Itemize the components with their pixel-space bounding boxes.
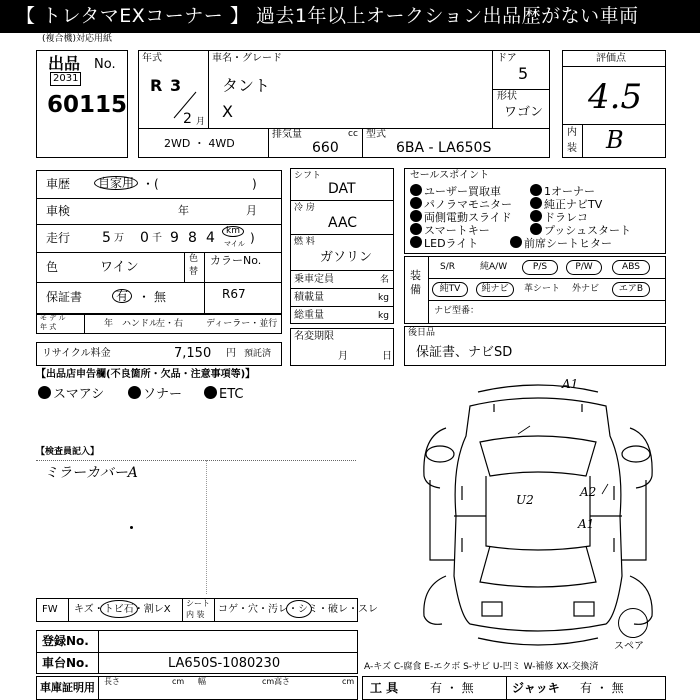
warranty-yes: 有 [112, 289, 132, 303]
inspector-title: 【検査員記入】 [36, 447, 100, 457]
form-type-note: (複合機)対応用紙 [42, 34, 113, 44]
displacement-label: 排気量 [272, 129, 302, 140]
sales-point-item: パノラマモニター [410, 197, 512, 210]
shape-label: 形状 [497, 91, 517, 102]
interior-label-2: 装 [567, 143, 577, 154]
fuel-value: ガソリン [320, 250, 373, 265]
doors-value: 5 [518, 64, 529, 83]
damage-legend: A-キズ C-腐食 E-エクボ S-サビ U-凹ミ W-補修 XX-交換済 [364, 662, 599, 672]
color-no-label: カラーNo. [210, 254, 262, 267]
load-label: 積載量 [294, 292, 324, 303]
name-change-label: 名変期限 [294, 331, 334, 342]
mileage-km: km [222, 226, 244, 237]
sales-point-item: ドラレコ [530, 210, 588, 223]
mileage-man: 5 [102, 230, 111, 246]
inspector-note: ミラーカバーA [44, 465, 138, 481]
history-label: 車歴 [46, 177, 71, 191]
recycle-label: リサイクル料金 [42, 348, 111, 359]
equipment-item-selected: P/S [522, 260, 558, 275]
handle-value: 左・右 [156, 319, 184, 329]
color-no-value: R67 [222, 287, 246, 301]
mileage-digit: 8 [188, 230, 197, 246]
jack-value: 有 ・ 無 [580, 681, 624, 695]
sales-points-title: セールスポイント [410, 170, 490, 181]
seat-label-1: シート [186, 599, 210, 608]
recycle-amount: 7,150 [174, 346, 212, 361]
damage-mark: A1 [562, 377, 579, 391]
history-suffix: ・( [142, 177, 159, 191]
interior-score: B [606, 126, 624, 154]
lot-number: 60115 [47, 92, 128, 118]
mileage-digit: 9 [170, 230, 179, 246]
dealer-label: ディーラー・並行 [206, 319, 278, 329]
jack-label: ジャッキ [512, 681, 560, 695]
fw-text: キズ・トビ石・割レX [74, 604, 171, 615]
lot-small-code: 2031 [50, 72, 81, 86]
equipment-label-2: 備 [410, 283, 421, 296]
load-unit: kg [378, 293, 389, 303]
sales-point-item: 前席シートヒター [510, 236, 612, 249]
seat-label-2: 内 装 [186, 610, 205, 619]
interior-label-1: 内 [567, 127, 577, 138]
cc-unit: cc [348, 129, 358, 139]
equipment-item: S/R [440, 262, 455, 272]
later-items-label: 後日品 [408, 328, 436, 338]
model-year-label-1: モ デ ル [40, 314, 66, 322]
equipment-item: 純A/W [480, 262, 508, 272]
displacement-value: 660 [312, 140, 339, 156]
shape-value: ワゴン [504, 105, 544, 120]
equipment-item-selected: P/W [566, 260, 602, 275]
cert-width-label: 幅 [198, 677, 206, 686]
color-label: 色 [46, 260, 59, 274]
recycle-note: 預託済 [244, 349, 272, 359]
cert-length-label: 長さ [104, 677, 120, 686]
registration-label: 登録No. [42, 634, 89, 648]
car-grade: X [222, 102, 233, 121]
declaration-item: ソナー [128, 386, 182, 401]
warranty-label: 保証書 [46, 290, 83, 304]
sales-point-item: スマートキー [410, 223, 490, 236]
mileage-digit: 4 [206, 230, 215, 246]
mileage-digit: 0 [140, 230, 149, 246]
lot-label: 出品 [48, 54, 81, 73]
ac-label: 冷 房 [294, 203, 315, 213]
model-year-label-2: 年 式 [40, 323, 57, 331]
equipment-item-selected: ABS [612, 260, 650, 275]
declaration-title: 【出品店申告欄(不良箇所・欠品・注意事項等)】 [36, 369, 256, 380]
fw-label: FW [42, 604, 58, 615]
sales-point-item: プッシュスタート [530, 223, 631, 236]
repaint-label-1: 色 [189, 254, 199, 264]
sales-point-item: 両側電動スライド [410, 210, 512, 223]
fuel-label: 燃 料 [294, 237, 315, 247]
mileage-man-unit: 万 [114, 233, 124, 244]
equipment-item: 外ナビ [572, 284, 600, 294]
seat-text: コゲ・穴・汚レ・シミ・破レ・スレ [218, 604, 378, 615]
sales-point-item: ユーザー買取車 [410, 184, 501, 197]
cert-height-label: 高さ [274, 677, 290, 686]
certificate-label: 車庫証明用 [40, 681, 95, 694]
lot-no-label: No. [94, 57, 116, 72]
equipment-item-selected: 純TV [432, 282, 468, 297]
declaration-item: スマアシ [38, 386, 104, 401]
tools-label: 工 具 [370, 681, 399, 695]
year-month-unit: 月 [196, 117, 206, 127]
equipment-item-selected: エアB [612, 282, 650, 297]
ink-dot [130, 526, 133, 529]
warranty-dot: ・ [138, 290, 151, 304]
page-header: 【 トレタマEXコーナー 】 過去1年以上オークション出品歴がない車両 [0, 0, 700, 33]
name-change-month: 月 [338, 351, 348, 362]
model-year-unit: 年 [104, 319, 114, 329]
declaration-item: ETC [204, 386, 243, 401]
repaint-label-2: 替 [189, 267, 199, 277]
navi-model-label: ナビ型番： [434, 306, 480, 316]
damage-mark: U2 [516, 493, 534, 507]
sales-point-item: 1オーナー [530, 184, 595, 197]
name-label: 車名・グレード [212, 53, 282, 64]
inspection-label: 車検 [46, 204, 71, 218]
damage-mark: A2 [580, 485, 597, 499]
year-label: 年式 [142, 53, 162, 64]
year-era: R [150, 76, 163, 95]
mileage-label: 走行 [46, 231, 71, 245]
tools-value: 有 ・ 無 [430, 681, 474, 695]
ac-value: AAC [328, 215, 358, 231]
recycle-unit: 円 [226, 348, 236, 359]
damage-mark: A1 [578, 517, 595, 531]
later-items-value: 保証書、ナビSD [416, 345, 513, 360]
year-value: 3 [170, 76, 182, 95]
cert-width-unit: cm [262, 677, 275, 686]
model-value: 6BA - LA650S [396, 140, 492, 156]
chassis-label: 車台No. [42, 656, 89, 670]
evaluation-label: 評価点 [596, 53, 626, 64]
model-label: 型式 [366, 129, 386, 140]
equipment-item-selected: 純ナビ [476, 282, 514, 297]
car-name: タント [222, 76, 271, 95]
mileage-paren: ) [250, 231, 255, 245]
mileage-mile: マイル [224, 240, 245, 248]
weight-label: 総重量 [294, 310, 324, 321]
capacity-label: 乗車定員 [294, 274, 334, 285]
weight-unit: kg [378, 311, 389, 321]
shift-value: DAT [328, 181, 356, 197]
sales-point-item: LEDライト [410, 236, 478, 249]
color-value: ワイン [100, 260, 139, 275]
warranty-no: 無 [154, 290, 167, 304]
name-change-day: 日 [382, 351, 392, 362]
inspection-year-unit: 年 [178, 204, 189, 217]
sales-point-item: 純正ナビTV [530, 197, 602, 210]
equipment-item: 革シート [524, 284, 561, 294]
car-damage-diagram [410, 376, 666, 646]
drive-options: 2WD ・ 4WD [164, 137, 235, 150]
handle-label: ハンドル [122, 319, 159, 329]
fw-circle-mark [100, 600, 138, 618]
evaluation-score: 4.5 [588, 77, 643, 117]
history-value: 自家用 [94, 176, 138, 190]
history-close: ) [252, 177, 257, 191]
year-month: 2 [183, 111, 192, 127]
doors-label: ドア [497, 53, 517, 64]
capacity-unit: 名 [380, 275, 390, 285]
equipment-label-1: 装 [410, 269, 421, 282]
shift-label: シフト [294, 171, 322, 181]
mileage-sen-unit: 千 [152, 233, 162, 244]
seat-circle-mark [286, 600, 312, 618]
cert-length-unit: cm [172, 677, 185, 686]
spare-label: スペア [614, 641, 644, 652]
inspection-month-unit: 月 [246, 204, 257, 217]
spare-tire-icon [618, 608, 648, 638]
chassis-value: LA650S-1080230 [168, 656, 281, 671]
cert-height-unit: cm [342, 677, 355, 686]
